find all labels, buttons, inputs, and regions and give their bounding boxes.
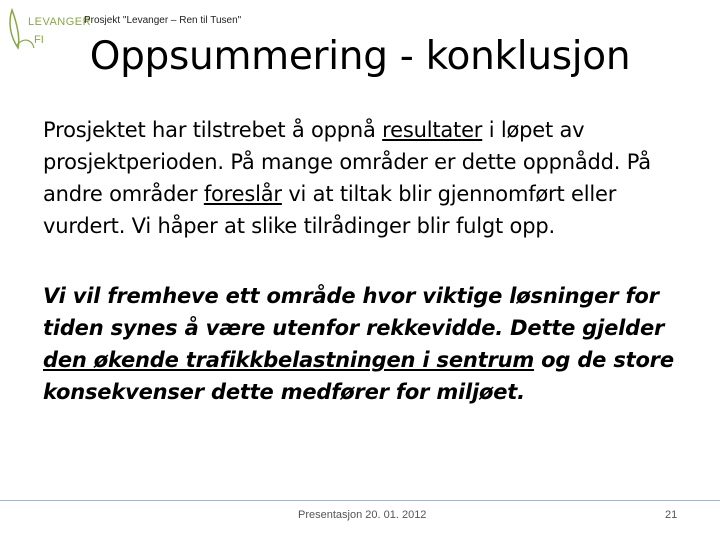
underlined-resultater: resultater: [382, 118, 483, 142]
slide-title: Oppsummering - konklusjon: [89, 34, 631, 79]
logo-text-levanger: LEVANGER: [28, 16, 92, 28]
paragraph-highlight-text-1: Vi vil fremheve ett område hvor viktige løsninger for tiden synes å være utenfor rekkevidde. Dette gjelder: [43, 284, 665, 340]
underlined-foreslar: foreslår: [203, 182, 282, 206]
paragraph-summary-text-1: Prosjektet har tilstrebet å oppnå: [43, 118, 383, 142]
paragraph-summary-text-2: i løpet av prosjektperioden. På mange områder er dette oppnådd. På andre områder: [43, 118, 651, 206]
paragraph-summary: [43, 114, 703, 242]
paragraph-highlight-text-2: og de store konsekvenser dette medfører for miljøet.: [43, 348, 674, 404]
paragraph-summary-text-3: vi at tiltak blir gjennomført eller vurdert. Vi håper at slike tilrådinger blir fulgt opp.: [43, 182, 617, 238]
logo-text-fi: FI: [34, 34, 44, 46]
page-number: 21: [665, 509, 678, 521]
footer-divider: [0, 500, 720, 501]
footer-date: Presentasjon 20. 01. 2012: [298, 509, 427, 521]
project-header: Prosjekt "Levanger – Ren til Tusen": [84, 15, 242, 26]
underlined-traffic-load: den økende trafikkbelastningen i sentrum: [43, 348, 535, 372]
paragraph-highlight: [43, 280, 703, 408]
